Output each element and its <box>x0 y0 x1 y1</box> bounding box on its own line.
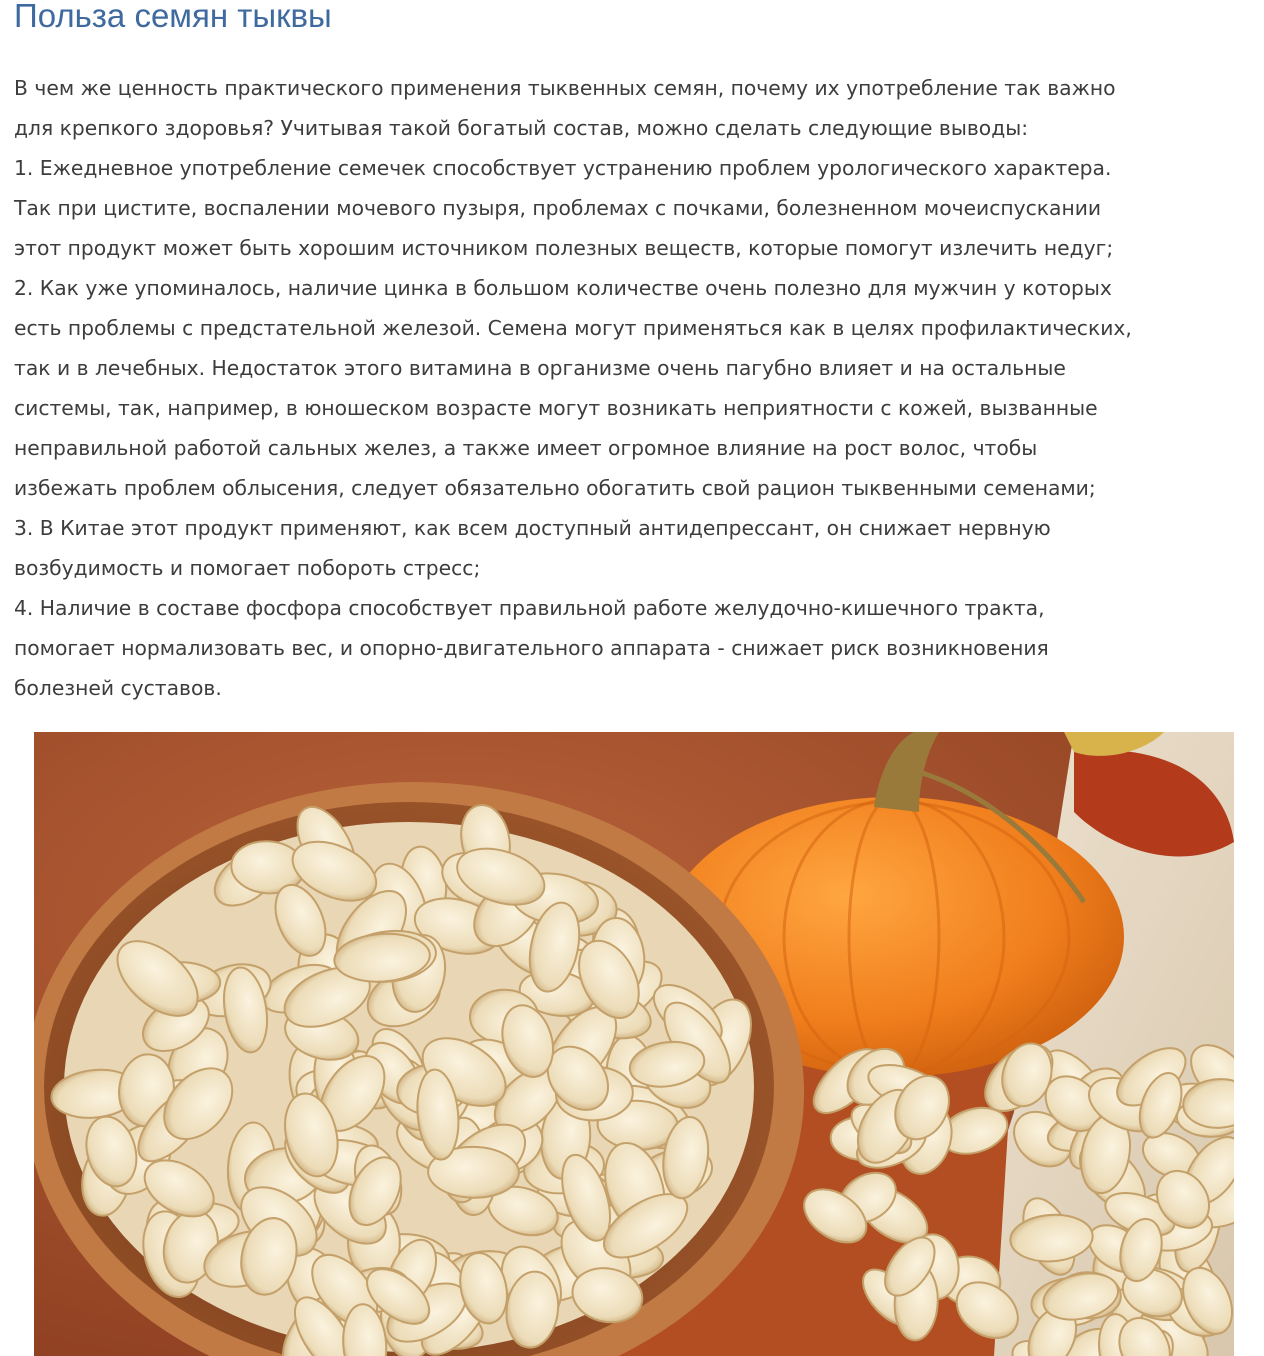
body-line: возбудимость и помогает побороть стресс; <box>14 556 481 580</box>
body-line: есть проблемы с предстательной железой. Семена могут применяться как в целях профилактических, <box>14 316 1132 340</box>
article-title: Польза семян тыквы <box>14 0 332 34</box>
body-line: 1. Ежедневное употребление семечек способствует устранению проблем урологического характера. <box>14 156 1112 180</box>
body-line: болезней суставов. <box>14 676 222 700</box>
body-line: Так при цистите, воспалении мочевого пузыря, проблемах с почками, болезненном мочеиспускании <box>14 196 1102 220</box>
body-line: так и в лечебных. Недостаток этого витамина в организме очень пагубно влияет и на остальные <box>14 356 1066 380</box>
body-line: В чем же ценность практического применения тыквенных семян, почему их употребление так важно <box>14 76 1116 100</box>
body-line: помогает нормализовать вес, и опорно-двигательного аппарата - снижает риск возникновения <box>14 636 1049 660</box>
body-line: неправильной работой сальных желез, а также имеет огромное влияние на рост волос, чтобы <box>14 436 1038 460</box>
article-body <box>14 68 1254 708</box>
pumpkin-seeds-photo <box>34 732 1234 1356</box>
body-line: для крепкого здоровья? Учитывая такой богатый состав, можно сделать следующие выводы: <box>14 116 1029 140</box>
body-line: системы, так, например, в юношеском возрасте могут возникать неприятности с кожей, вызванные <box>14 396 1098 420</box>
body-line: 4. Наличие в составе фосфора способствует правильной работе желудочно-кишечного тракта, <box>14 596 1045 620</box>
body-line: 3. В Китае этот продукт применяют, как всем доступный антидепрессант, он снижает нервную <box>14 516 1051 540</box>
body-line: 2. Как уже упоминалось, наличие цинка в большом количестве очень полезно для мужчин у которых <box>14 276 1112 300</box>
body-line: избежать проблем облысения, следует обязательно обогатить свой рацион тыквенными семенами; <box>14 476 1096 500</box>
body-line: этот продукт может быть хорошим источником полезных веществ, которые помогут излечить недуг; <box>14 236 1114 260</box>
